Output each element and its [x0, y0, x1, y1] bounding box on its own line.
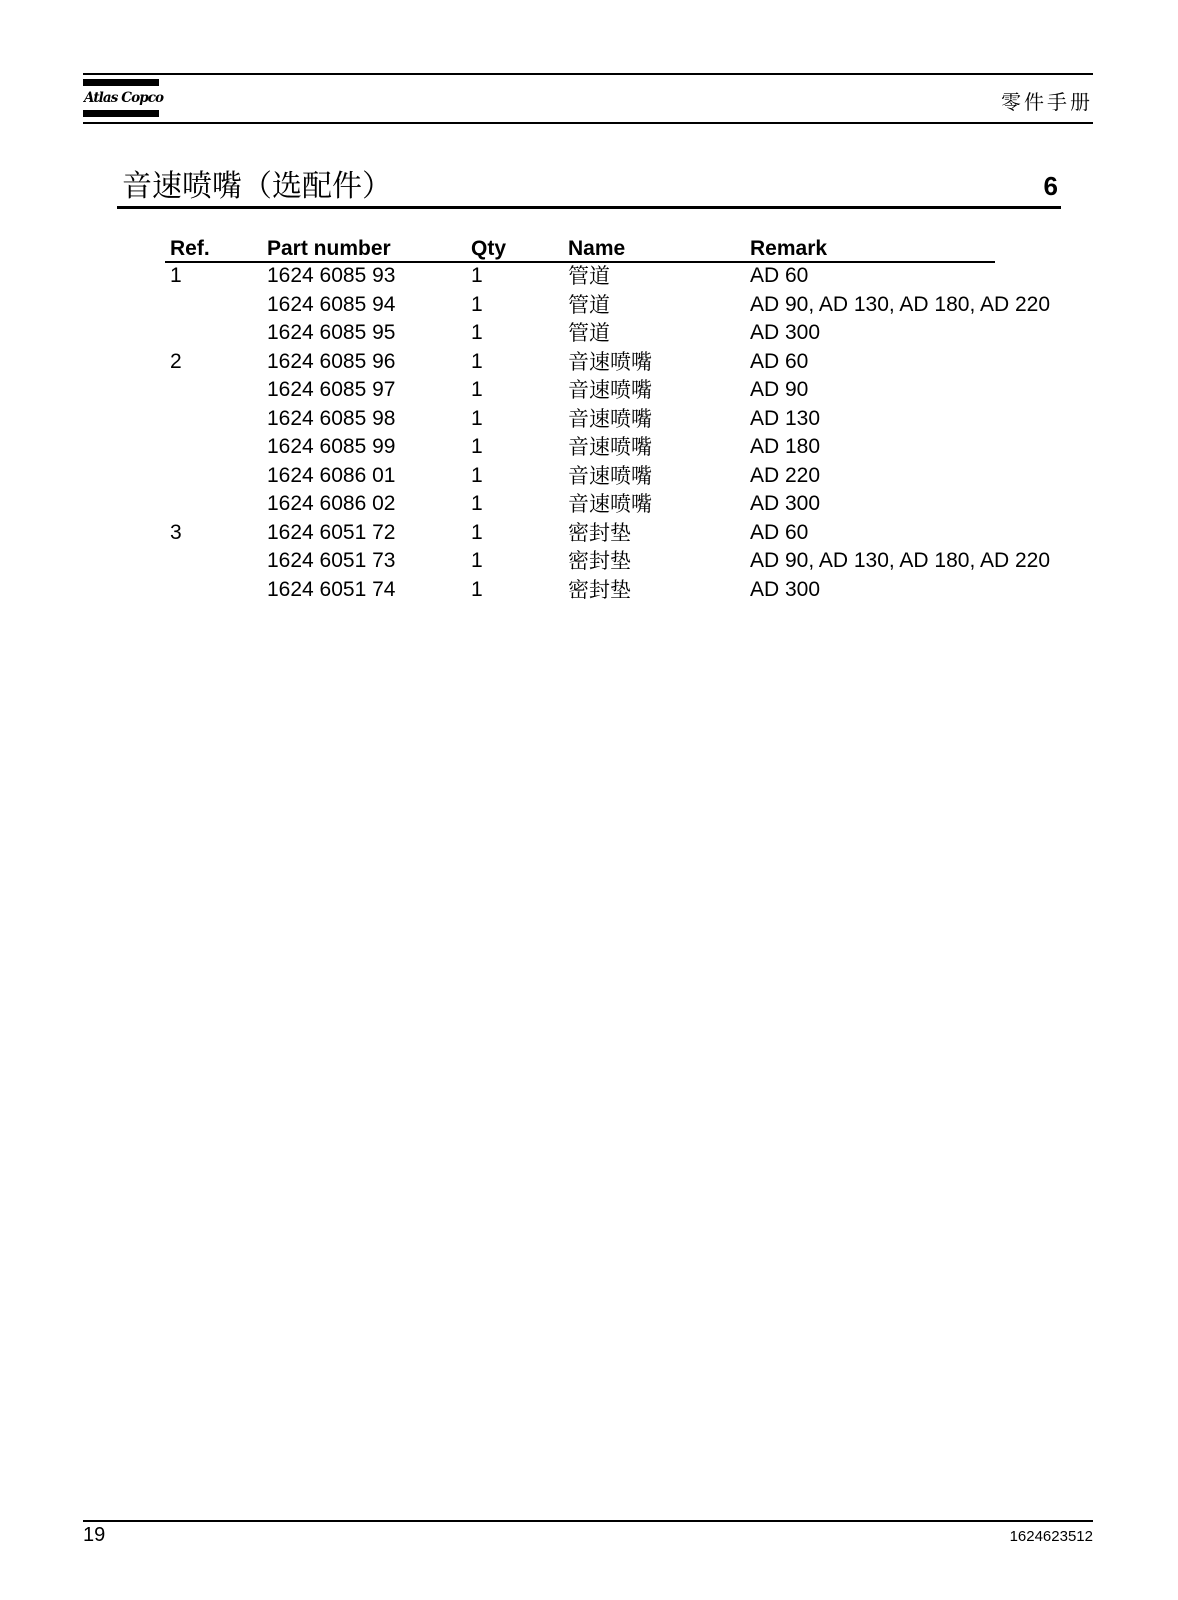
table-header	[0, 235, 1178, 262]
table-row	[0, 519, 1178, 548]
cell-part-number: 1624 6085 94	[267, 292, 396, 316]
table-row	[0, 348, 1178, 377]
cell-qty: 1	[471, 435, 483, 458]
table-row	[0, 405, 1178, 434]
cell-remark: AD 220	[750, 463, 821, 487]
table-row	[0, 490, 1178, 519]
logo-bar-bottom	[83, 110, 159, 117]
logo-text: Atlas Copco	[84, 90, 164, 106]
section-title: 音速喷嘴（选配件）	[122, 169, 392, 204]
cell-qty: 1	[471, 321, 483, 344]
cell-name: 管道	[568, 321, 610, 345]
cell-part-number: 1624 6085 97	[267, 378, 396, 401]
table-row	[0, 547, 1178, 576]
cell-name: 音速喷嘴	[568, 435, 652, 459]
table-row	[0, 291, 1178, 320]
column-header-part-number: Part number	[267, 237, 391, 260]
cell-qty: 1	[471, 463, 483, 487]
cell-remark: AD 300	[750, 492, 821, 515]
cell-name: 管道	[568, 264, 610, 288]
table-body	[0, 262, 1178, 604]
column-header-name: Name	[568, 237, 626, 260]
atlas-copco-logo	[83, 79, 164, 117]
cell-name: 密封垫	[568, 549, 631, 573]
cell-name: 密封垫	[568, 520, 631, 545]
cell-remark: AD 180	[750, 435, 821, 458]
section-number: 6	[1043, 171, 1058, 201]
cell-qty: 1	[471, 492, 483, 515]
header-top-rule	[83, 73, 1093, 75]
cell-name: 管道	[568, 292, 610, 317]
cell-part-number: 1624 6085 96	[267, 349, 396, 373]
header-rule	[83, 122, 1093, 124]
cell-name: 密封垫	[568, 577, 631, 602]
cell-part-number: 1624 6051 72	[267, 520, 396, 544]
table-row	[0, 262, 1178, 291]
table-row	[0, 376, 1178, 405]
cell-name: 音速喷嘴	[568, 463, 652, 488]
cell-qty: 1	[471, 349, 483, 373]
footer-rule	[83, 1520, 1093, 1522]
cell-remark: AD 90	[750, 378, 809, 401]
cell-part-number: 1624 6085 99	[267, 435, 396, 458]
cell-part-number: 1624 6051 74	[267, 577, 396, 601]
manual-title: 零件手册	[1001, 90, 1093, 114]
cell-qty: 1	[471, 264, 483, 287]
cell-qty: 1	[471, 520, 483, 544]
parts-table	[0, 235, 1178, 604]
column-header-qty: Qty	[471, 237, 507, 260]
document-number: 1624623512	[1009, 1528, 1093, 1545]
cell-qty: 1	[471, 378, 483, 401]
cell-remark: AD 60	[750, 349, 809, 373]
table-row	[0, 462, 1178, 491]
table-row	[0, 433, 1178, 462]
cell-qty: 1	[471, 292, 483, 316]
column-header-remark: Remark	[750, 237, 828, 260]
cell-part-number: 1624 6085 93	[267, 264, 396, 287]
cell-name: 音速喷嘴	[568, 349, 652, 374]
cell-qty: 1	[471, 549, 483, 572]
cell-part-number: 1624 6086 01	[267, 463, 396, 487]
table-row	[0, 576, 1178, 605]
page-number: 19	[83, 1524, 106, 1546]
cell-name: 音速喷嘴	[568, 378, 652, 402]
cell-qty: 1	[471, 577, 483, 601]
cell-remark: AD 300	[750, 321, 821, 344]
cell-ref: 3	[170, 520, 182, 544]
cell-part-number: 1624 6085 95	[267, 321, 396, 344]
table-row	[0, 319, 1178, 348]
cell-ref: 1	[170, 264, 182, 287]
logo-bar-top	[83, 79, 159, 86]
cell-remark: AD 60	[750, 520, 809, 544]
cell-part-number: 1624 6085 98	[267, 406, 396, 430]
cell-qty: 1	[471, 406, 483, 430]
cell-part-number: 1624 6086 02	[267, 492, 396, 515]
cell-remark: AD 130	[750, 406, 821, 430]
cell-name: 音速喷嘴	[568, 492, 652, 516]
cell-remark: AD 300	[750, 577, 821, 601]
cell-name: 音速喷嘴	[568, 406, 652, 431]
cell-remark: AD 60	[750, 264, 809, 287]
cell-ref: 2	[170, 349, 182, 373]
cell-remark: AD 90, AD 130, AD 180, AD 220	[750, 292, 1051, 316]
column-header-ref: Ref.	[170, 237, 210, 260]
section-rule	[117, 206, 1061, 209]
cell-part-number: 1624 6051 73	[267, 549, 396, 572]
cell-remark: AD 90, AD 130, AD 180, AD 220	[750, 549, 1051, 572]
